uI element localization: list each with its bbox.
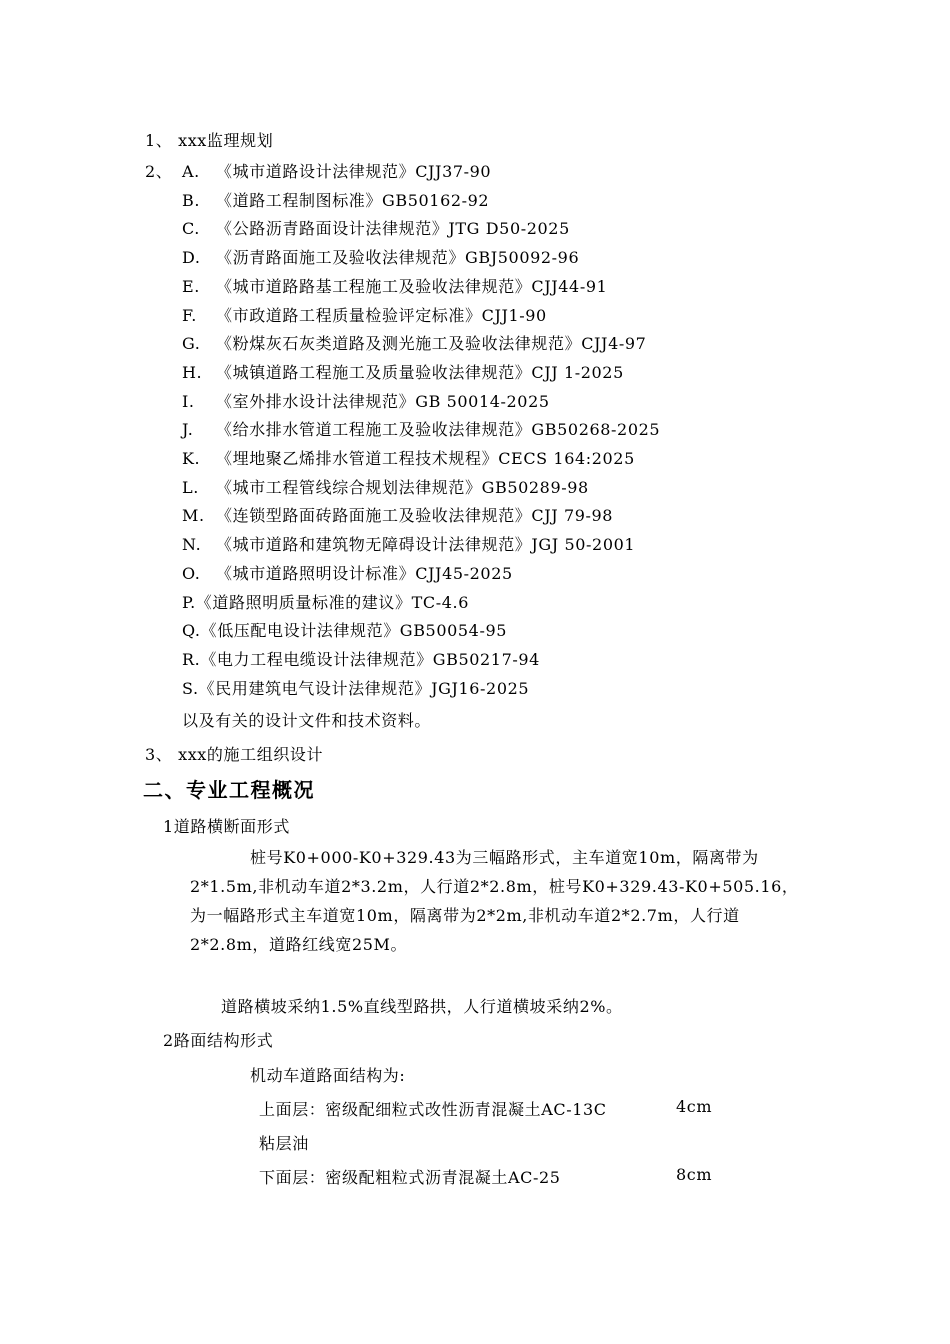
- reference-item: [182, 188, 489, 211]
- basis-item-3: 3、 xxx的施工组织设计: [145, 745, 324, 764]
- reference-letter: N.: [182, 535, 202, 554]
- reference-letter: B.: [182, 191, 201, 210]
- reference-item: [182, 389, 550, 412]
- cross-section-paragraph: [190, 843, 810, 959]
- reference-item: [182, 417, 660, 440]
- reference-letter: H.: [182, 363, 203, 382]
- basis-item-1: 1、 xxx监理规划: [145, 131, 274, 150]
- reference-title: 《城市道路和建筑物无障碍设计法律规范》JGJ 50-2001: [216, 535, 636, 554]
- reference-title: P.《道路照明质量标准的建议》TC-4.6: [182, 593, 469, 612]
- reference-title: Q.《低压配电设计法律规范》GB50054-95: [182, 621, 508, 640]
- reference-item: [182, 475, 589, 498]
- reference-item: [182, 274, 607, 297]
- reference-item: [182, 331, 646, 354]
- layer-3-name: 下面层：密级配粗粒式沥青混凝土AC-25: [259, 1168, 561, 1187]
- reference-item: [182, 446, 635, 469]
- reference-letter: E.: [182, 277, 200, 296]
- reference-title: R.《电力工程电缆设计法律规范》GB50217-94: [182, 650, 540, 669]
- reference-title: 《给水排水管道工程施工及验收法律规范》GB50268-2025: [216, 420, 661, 439]
- reference-title: 《室外排水设计法律规范》GB 50014-2025: [216, 392, 550, 411]
- reference-item: [182, 245, 579, 268]
- section-heading: 二、专业工程概况: [143, 778, 315, 802]
- reference-letter: I.: [182, 392, 195, 411]
- layer-1-thickness: 4cm: [676, 1097, 713, 1116]
- reference-item: [182, 532, 635, 555]
- reference-title: 《粉煤灰石灰类道路及测光施工及验收法律规范》CJJ4-97: [216, 334, 647, 353]
- reference-title: 《城市道路照明设计标准》CJJ45-2025: [216, 564, 513, 583]
- reference-title: 《城市工程管线综合规划法律规范》GB50289-98: [216, 478, 589, 497]
- reference-letter: A.: [182, 162, 200, 181]
- reference-title: 《道路工程制图标准》GB50162-92: [216, 191, 490, 210]
- reference-title: 《城市道路路基工程施工及验收法律规范》CJJ44-91: [216, 277, 608, 296]
- reference-title: 《市政道路工程质量检验评定标准》CJJ1-90: [216, 306, 547, 325]
- reference-letter: J.: [182, 420, 194, 439]
- reference-item: [182, 503, 613, 526]
- layer-1-name: 上面层：密级配细粒式改性沥青混凝土AC-13C: [259, 1100, 607, 1119]
- basis-item-2-number: 2、: [145, 162, 173, 181]
- reference-letter: G.: [182, 334, 201, 353]
- basis-closing-text: 以及有关的设计文件和技术资料。: [182, 711, 432, 730]
- reference-title: 《埋地聚乙烯排水管道工程技术规程》CECS 164:2025: [216, 449, 635, 468]
- reference-letter: F.: [182, 306, 197, 325]
- layer-3-thickness: 8cm: [676, 1165, 713, 1184]
- reference-item: [182, 590, 469, 613]
- reference-item: [182, 216, 570, 239]
- structure-intro: 机动车道路面结构为:: [250, 1066, 406, 1085]
- reference-item: [182, 676, 529, 699]
- reference-title: 《城镇道路工程施工及质量验收法律规范》CJJ 1-2025: [216, 363, 624, 382]
- reference-item: [182, 561, 513, 584]
- reference-item: [182, 159, 491, 182]
- reference-title: 《沥青路面施工及验收法律规范》GBJ50092-96: [216, 248, 580, 267]
- reference-letter: K.: [182, 449, 201, 468]
- reference-item: [182, 303, 547, 326]
- reference-letter: O.: [182, 564, 201, 583]
- reference-letter: D.: [182, 248, 201, 267]
- subsection-2-title: 2路面结构形式: [163, 1031, 274, 1050]
- reference-item: [182, 618, 507, 641]
- reference-title: S.《民用建筑电气设计法律规范》JGJ16-2025: [182, 679, 530, 698]
- layer-2-name: 粘层油: [259, 1134, 309, 1153]
- reference-letter: C.: [182, 219, 200, 238]
- reference-letter: L.: [182, 478, 199, 497]
- cross-section-text: 桩号K0+000-K0+329.43为三幅路形式，主车道宽10m，隔离带为2*1.5m,非机动车道2*3.2m，人行道2*2.8m，桩号K0+329.43-K0+505.16，为一幅路形式主车道宽10m，隔离带为2*2m,非机动车道2*2.7m，人行道2*2.8m，道路红线宽25M。: [190, 848, 799, 954]
- cross-slope-text: 道路横坡采纳1.5%直线型路拱，人行道横坡采纳2%。: [221, 997, 623, 1016]
- reference-item: [182, 647, 540, 670]
- reference-title: 《城市道路设计法律规范》CJJ37-90: [216, 162, 492, 181]
- reference-title: 《连锁型路面砖路面施工及验收法律规范》CJJ 79-98: [216, 506, 614, 525]
- subsection-1-title: 1道路横断面形式: [163, 817, 290, 836]
- reference-item: [182, 360, 624, 383]
- reference-title: 《公路沥青路面设计法律规范》JTG D50-2025: [216, 219, 570, 238]
- reference-letter: M.: [182, 506, 205, 525]
